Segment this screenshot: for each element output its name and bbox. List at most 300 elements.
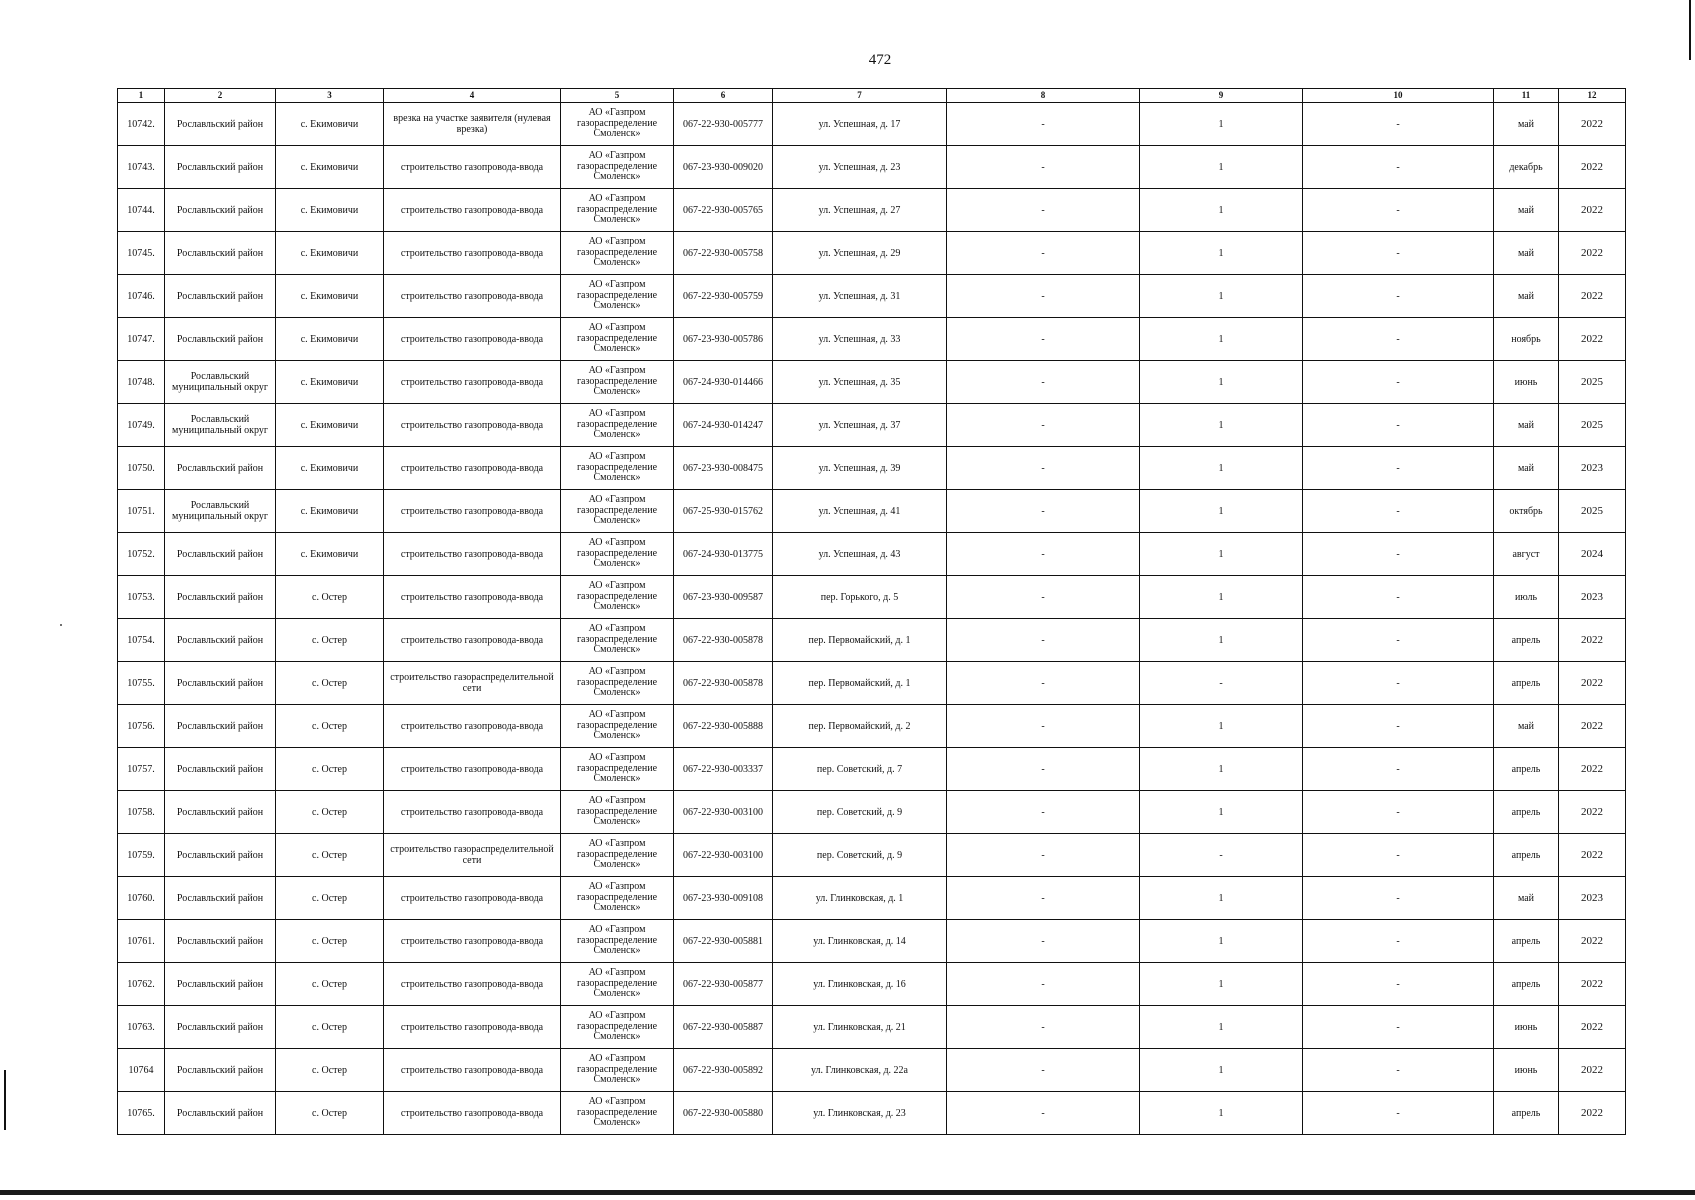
request-number-cell: 067-22-930-003100: [674, 834, 773, 877]
col-8-cell: -: [947, 189, 1140, 232]
col-10-cell: -: [1303, 834, 1494, 877]
row-number-cell: 10763.: [118, 1006, 165, 1049]
request-number-cell: 067-23-930-005786: [674, 318, 773, 361]
col-10-cell: -: [1303, 146, 1494, 189]
organization-cell: АО «Газпром газораспределение Смоленск»: [561, 490, 674, 533]
month-cell: апрель: [1494, 619, 1559, 662]
settlement-cell: с. Екимовичи: [276, 447, 384, 490]
col-10-cell: -: [1303, 619, 1494, 662]
request-number-cell: 067-22-930-005878: [674, 619, 773, 662]
request-number-cell: 067-22-930-005777: [674, 103, 773, 146]
year-cell: 2025: [1559, 404, 1626, 447]
col-9-cell: 1: [1140, 705, 1303, 748]
request-number-cell: 067-22-930-005878: [674, 662, 773, 705]
work-type-cell: строительство газопровода-ввода: [384, 705, 561, 748]
address-cell: ул. Успешная, д. 43: [773, 533, 947, 576]
col-10-cell: -: [1303, 705, 1494, 748]
work-type-cell: строительство газопровода-ввода: [384, 791, 561, 834]
row-number-cell: 10742.: [118, 103, 165, 146]
request-number-cell: 067-22-930-003337: [674, 748, 773, 791]
scan-edge-mark: [4, 1070, 6, 1130]
row-number-cell: 10755.: [118, 662, 165, 705]
table-row: [118, 834, 1626, 877]
col-9-cell: 1: [1140, 748, 1303, 791]
district-cell: Рославльский муниципальный округ: [165, 404, 276, 447]
organization-cell: АО «Газпром газораспределение Смоленск»: [561, 1092, 674, 1135]
work-type-cell: строительство газопровода-ввода: [384, 533, 561, 576]
table-row: [118, 447, 1626, 490]
month-cell: июнь: [1494, 1006, 1559, 1049]
col-9-cell: 1: [1140, 232, 1303, 275]
column-number: 2: [165, 89, 276, 103]
organization-cell: АО «Газпром газораспределение Смоленск»: [561, 404, 674, 447]
month-cell: май: [1494, 404, 1559, 447]
address-cell: ул. Успешная, д. 17: [773, 103, 947, 146]
organization-cell: АО «Газпром газораспределение Смоленск»: [561, 533, 674, 576]
address-cell: ул. Успешная, д. 23: [773, 146, 947, 189]
organization-cell: АО «Газпром газораспределение Смоленск»: [561, 705, 674, 748]
district-cell: Рославльский муниципальный округ: [165, 490, 276, 533]
col-9-cell: 1: [1140, 146, 1303, 189]
address-cell: пер. Советский, д. 7: [773, 748, 947, 791]
address-cell: ул. Глинковская, д. 22а: [773, 1049, 947, 1092]
year-cell: 2022: [1559, 275, 1626, 318]
year-cell: 2022: [1559, 834, 1626, 877]
settlement-cell: с. Остер: [276, 963, 384, 1006]
table-row: [118, 791, 1626, 834]
col-10-cell: -: [1303, 748, 1494, 791]
row-number-cell: 10759.: [118, 834, 165, 877]
year-cell: 2022: [1559, 705, 1626, 748]
district-cell: Рославльский район: [165, 920, 276, 963]
col-8-cell: -: [947, 404, 1140, 447]
row-number-cell: 10762.: [118, 963, 165, 1006]
col-10-cell: -: [1303, 189, 1494, 232]
column-number: 1: [118, 89, 165, 103]
month-cell: июнь: [1494, 361, 1559, 404]
work-type-cell: строительство газопровода-ввода: [384, 1092, 561, 1135]
district-cell: Рославльский район: [165, 963, 276, 1006]
col-8-cell: -: [947, 662, 1140, 705]
year-cell: 2022: [1559, 232, 1626, 275]
col-9-cell: 1: [1140, 1049, 1303, 1092]
col-10-cell: -: [1303, 533, 1494, 576]
row-number-cell: 10749.: [118, 404, 165, 447]
page-number: 472: [868, 52, 892, 68]
col-9-cell: 1: [1140, 318, 1303, 361]
address-cell: ул. Успешная, д. 33: [773, 318, 947, 361]
col-8-cell: -: [947, 1092, 1140, 1135]
request-number-cell: 067-22-930-005880: [674, 1092, 773, 1135]
settlement-cell: с. Екимовичи: [276, 146, 384, 189]
year-cell: 2022: [1559, 619, 1626, 662]
district-cell: Рославльский район: [165, 619, 276, 662]
month-cell: май: [1494, 232, 1559, 275]
col-9-cell: 1: [1140, 404, 1303, 447]
col-9-cell: 1: [1140, 275, 1303, 318]
table-row: [118, 275, 1626, 318]
address-cell: ул. Глинковская, д. 14: [773, 920, 947, 963]
district-cell: Рославльский район: [165, 834, 276, 877]
settlement-cell: с. Остер: [276, 619, 384, 662]
month-cell: май: [1494, 189, 1559, 232]
column-number: 8: [947, 89, 1140, 103]
table-row: [118, 576, 1626, 619]
col-8-cell: -: [947, 748, 1140, 791]
col-10-cell: -: [1303, 1006, 1494, 1049]
row-number-cell: 10751.: [118, 490, 165, 533]
col-10-cell: -: [1303, 877, 1494, 920]
year-cell: 2023: [1559, 447, 1626, 490]
district-cell: Рославльский район: [165, 189, 276, 232]
work-type-cell: строительство газопровода-ввода: [384, 447, 561, 490]
month-cell: апрель: [1494, 920, 1559, 963]
col-9-cell: 1: [1140, 1092, 1303, 1135]
column-number: 9: [1140, 89, 1303, 103]
address-cell: пер. Советский, д. 9: [773, 834, 947, 877]
work-type-cell: врезка на участке заявителя (нулевая врезка): [384, 103, 561, 146]
table-row: [118, 361, 1626, 404]
month-cell: август: [1494, 533, 1559, 576]
col-10-cell: -: [1303, 963, 1494, 1006]
month-cell: апрель: [1494, 748, 1559, 791]
district-cell: Рославльский район: [165, 1006, 276, 1049]
year-cell: 2022: [1559, 1006, 1626, 1049]
settlement-cell: с. Остер: [276, 705, 384, 748]
organization-cell: АО «Газпром газораспределение Смоленск»: [561, 361, 674, 404]
organization-cell: АО «Газпром газораспределение Смоленск»: [561, 877, 674, 920]
settlement-cell: с. Екимовичи: [276, 361, 384, 404]
settlement-cell: с. Екимовичи: [276, 318, 384, 361]
organization-cell: АО «Газпром газораспределение Смоленск»: [561, 834, 674, 877]
request-number-cell: 067-25-930-015762: [674, 490, 773, 533]
district-cell: Рославльский район: [165, 275, 276, 318]
address-cell: ул. Глинковская, д. 21: [773, 1006, 947, 1049]
column-number: 4: [384, 89, 561, 103]
request-number-cell: 067-22-930-005881: [674, 920, 773, 963]
col-9-cell: 1: [1140, 920, 1303, 963]
year-cell: 2022: [1559, 662, 1626, 705]
col-8-cell: -: [947, 576, 1140, 619]
col-8-cell: -: [947, 146, 1140, 189]
col-8-cell: -: [947, 963, 1140, 1006]
column-number-row: [118, 89, 1626, 103]
col-9-cell: 1: [1140, 877, 1303, 920]
settlement-cell: с. Остер: [276, 877, 384, 920]
col-8-cell: -: [947, 318, 1140, 361]
table-row: [118, 533, 1626, 576]
address-cell: пер. Горького, д. 5: [773, 576, 947, 619]
row-number-cell: 10761.: [118, 920, 165, 963]
col-9-cell: 1: [1140, 576, 1303, 619]
table-row: [118, 920, 1626, 963]
district-cell: Рославльский район: [165, 576, 276, 619]
district-cell: Рославльский район: [165, 748, 276, 791]
request-number-cell: 067-24-930-014466: [674, 361, 773, 404]
address-cell: пер. Советский, д. 9: [773, 791, 947, 834]
organization-cell: АО «Газпром газораспределение Смоленск»: [561, 576, 674, 619]
address-cell: ул. Глинковская, д. 16: [773, 963, 947, 1006]
district-cell: Рославльский район: [165, 662, 276, 705]
organization-cell: АО «Газпром газораспределение Смоленск»: [561, 920, 674, 963]
request-number-cell: 067-22-930-005759: [674, 275, 773, 318]
month-cell: май: [1494, 275, 1559, 318]
row-number-cell: 10743.: [118, 146, 165, 189]
column-number: 7: [773, 89, 947, 103]
year-cell: 2022: [1559, 920, 1626, 963]
col-10-cell: -: [1303, 361, 1494, 404]
col-10-cell: -: [1303, 447, 1494, 490]
work-type-cell: строительство газопровода-ввода: [384, 963, 561, 1006]
settlement-cell: с. Остер: [276, 920, 384, 963]
scan-speck: [60, 624, 62, 626]
row-number-cell: 10750.: [118, 447, 165, 490]
bottom-rule: [0, 1190, 1695, 1195]
col-8-cell: -: [947, 103, 1140, 146]
address-cell: ул. Успешная, д. 31: [773, 275, 947, 318]
district-cell: Рославльский район: [165, 103, 276, 146]
organization-cell: АО «Газпром газораспределение Смоленск»: [561, 103, 674, 146]
address-cell: ул. Успешная, д. 29: [773, 232, 947, 275]
organization-cell: АО «Газпром газораспределение Смоленск»: [561, 662, 674, 705]
col-10-cell: -: [1303, 490, 1494, 533]
request-number-cell: 067-24-930-013775: [674, 533, 773, 576]
work-type-cell: строительство газопровода-ввода: [384, 920, 561, 963]
col-8-cell: -: [947, 705, 1140, 748]
organization-cell: АО «Газпром газораспределение Смоленск»: [561, 189, 674, 232]
col-9-cell: -: [1140, 662, 1303, 705]
row-number-cell: 10756.: [118, 705, 165, 748]
table-row: [118, 705, 1626, 748]
settlement-cell: с. Екимовичи: [276, 232, 384, 275]
month-cell: май: [1494, 447, 1559, 490]
month-cell: июль: [1494, 576, 1559, 619]
row-number-cell: 10747.: [118, 318, 165, 361]
settlement-cell: с. Екимовичи: [276, 103, 384, 146]
settlement-cell: с. Остер: [276, 748, 384, 791]
row-number-cell: 10764: [118, 1049, 165, 1092]
work-type-cell: строительство газопровода-ввода: [384, 361, 561, 404]
table-row: [118, 619, 1626, 662]
organization-cell: АО «Газпром газораспределение Смоленск»: [561, 447, 674, 490]
month-cell: апрель: [1494, 662, 1559, 705]
month-cell: ноябрь: [1494, 318, 1559, 361]
col-9-cell: 1: [1140, 963, 1303, 1006]
organization-cell: АО «Газпром газораспределение Смоленск»: [561, 318, 674, 361]
request-number-cell: 067-22-930-005892: [674, 1049, 773, 1092]
month-cell: октябрь: [1494, 490, 1559, 533]
col-8-cell: -: [947, 791, 1140, 834]
organization-cell: АО «Газпром газораспределение Смоленск»: [561, 232, 674, 275]
year-cell: 2025: [1559, 490, 1626, 533]
settlement-cell: с. Екимовичи: [276, 533, 384, 576]
district-cell: Рославльский район: [165, 533, 276, 576]
col-8-cell: -: [947, 834, 1140, 877]
district-cell: Рославльский район: [165, 318, 276, 361]
request-number-cell: 067-22-930-005758: [674, 232, 773, 275]
district-cell: Рославльский район: [165, 232, 276, 275]
col-9-cell: 1: [1140, 103, 1303, 146]
column-number: 6: [674, 89, 773, 103]
row-number-cell: 10748.: [118, 361, 165, 404]
settlement-cell: с. Остер: [276, 791, 384, 834]
row-number-cell: 10760.: [118, 877, 165, 920]
request-number-cell: 067-23-930-009587: [674, 576, 773, 619]
col-10-cell: -: [1303, 662, 1494, 705]
request-number-cell: 067-23-930-009020: [674, 146, 773, 189]
work-type-cell: строительство газопровода-ввода: [384, 748, 561, 791]
col-8-cell: -: [947, 1049, 1140, 1092]
table-row: [118, 318, 1626, 361]
table-row: [118, 490, 1626, 533]
district-cell: Рославльский район: [165, 791, 276, 834]
address-cell: ул. Глинковская, д. 23: [773, 1092, 947, 1135]
year-cell: 2022: [1559, 103, 1626, 146]
address-cell: пер. Первомайский, д. 1: [773, 619, 947, 662]
register-table: [117, 88, 1626, 1135]
district-cell: Рославльский район: [165, 1049, 276, 1092]
settlement-cell: с. Екимовичи: [276, 404, 384, 447]
organization-cell: АО «Газпром газораспределение Смоленск»: [561, 619, 674, 662]
month-cell: апрель: [1494, 1092, 1559, 1135]
col-10-cell: -: [1303, 791, 1494, 834]
work-type-cell: строительство газопровода-ввода: [384, 404, 561, 447]
work-type-cell: строительство газопровода-ввода: [384, 318, 561, 361]
address-cell: пер. Первомайский, д. 2: [773, 705, 947, 748]
request-number-cell: 067-22-930-005887: [674, 1006, 773, 1049]
work-type-cell: строительство газопровода-ввода: [384, 619, 561, 662]
col-10-cell: -: [1303, 232, 1494, 275]
col-8-cell: -: [947, 920, 1140, 963]
request-number-cell: 067-22-930-005877: [674, 963, 773, 1006]
row-number-cell: 10746.: [118, 275, 165, 318]
work-type-cell: строительство газопровода-ввода: [384, 877, 561, 920]
settlement-cell: с. Остер: [276, 662, 384, 705]
column-number: 3: [276, 89, 384, 103]
address-cell: ул. Успешная, д. 35: [773, 361, 947, 404]
col-8-cell: -: [947, 619, 1140, 662]
district-cell: Рославльский муниципальный округ: [165, 361, 276, 404]
address-cell: ул. Глинковская, д. 1: [773, 877, 947, 920]
col-10-cell: -: [1303, 275, 1494, 318]
row-number-cell: 10752.: [118, 533, 165, 576]
row-number-cell: 10754.: [118, 619, 165, 662]
address-cell: пер. Первомайский, д. 1: [773, 662, 947, 705]
table-row: [118, 748, 1626, 791]
month-cell: май: [1494, 877, 1559, 920]
settlement-cell: с. Остер: [276, 576, 384, 619]
column-number: 10: [1303, 89, 1494, 103]
col-8-cell: -: [947, 361, 1140, 404]
row-number-cell: 10757.: [118, 748, 165, 791]
organization-cell: АО «Газпром газораспределение Смоленск»: [561, 1049, 674, 1092]
col-10-cell: -: [1303, 920, 1494, 963]
col-9-cell: 1: [1140, 1006, 1303, 1049]
col-8-cell: -: [947, 275, 1140, 318]
year-cell: 2025: [1559, 361, 1626, 404]
request-number-cell: 067-23-930-008475: [674, 447, 773, 490]
col-9-cell: 1: [1140, 361, 1303, 404]
settlement-cell: с. Остер: [276, 1092, 384, 1135]
month-cell: апрель: [1494, 834, 1559, 877]
year-cell: 2022: [1559, 791, 1626, 834]
column-number: 12: [1559, 89, 1626, 103]
col-10-cell: -: [1303, 404, 1494, 447]
settlement-cell: с. Остер: [276, 1006, 384, 1049]
col-8-cell: -: [947, 877, 1140, 920]
work-type-cell: строительство газопровода-ввода: [384, 189, 561, 232]
district-cell: Рославльский район: [165, 705, 276, 748]
table-row: [118, 1049, 1626, 1092]
district-cell: Рославльский район: [165, 1092, 276, 1135]
organization-cell: АО «Газпром газораспределение Смоленск»: [561, 791, 674, 834]
settlement-cell: с. Екимовичи: [276, 275, 384, 318]
organization-cell: АО «Газпром газораспределение Смоленск»: [561, 963, 674, 1006]
year-cell: 2022: [1559, 318, 1626, 361]
table-row: [118, 103, 1626, 146]
col-10-cell: -: [1303, 103, 1494, 146]
year-cell: 2023: [1559, 877, 1626, 920]
work-type-cell: строительство газопровода-ввода: [384, 232, 561, 275]
request-number-cell: 067-24-930-014247: [674, 404, 773, 447]
address-cell: ул. Успешная, д. 37: [773, 404, 947, 447]
organization-cell: АО «Газпром газораспределение Смоленск»: [561, 748, 674, 791]
address-cell: ул. Успешная, д. 27: [773, 189, 947, 232]
register-body: [118, 103, 1626, 1135]
col-9-cell: 1: [1140, 533, 1303, 576]
row-number-cell: 10744.: [118, 189, 165, 232]
organization-cell: АО «Газпром газораспределение Смоленск»: [561, 146, 674, 189]
settlement-cell: с. Остер: [276, 1049, 384, 1092]
month-cell: май: [1494, 705, 1559, 748]
work-type-cell: строительство газопровода-ввода: [384, 490, 561, 533]
col-9-cell: -: [1140, 834, 1303, 877]
year-cell: 2022: [1559, 1092, 1626, 1135]
table-row: [118, 146, 1626, 189]
row-number-cell: 10758.: [118, 791, 165, 834]
request-number-cell: 067-22-930-005765: [674, 189, 773, 232]
district-cell: Рославльский район: [165, 146, 276, 189]
col-8-cell: -: [947, 490, 1140, 533]
year-cell: 2022: [1559, 146, 1626, 189]
district-cell: Рославльский район: [165, 877, 276, 920]
table-row: [118, 877, 1626, 920]
settlement-cell: с. Остер: [276, 834, 384, 877]
month-cell: апрель: [1494, 791, 1559, 834]
col-9-cell: 1: [1140, 619, 1303, 662]
col-8-cell: -: [947, 232, 1140, 275]
col-10-cell: -: [1303, 1049, 1494, 1092]
column-number: 5: [561, 89, 674, 103]
work-type-cell: строительство газопровода-ввода: [384, 1049, 561, 1092]
table-row: [118, 1092, 1626, 1135]
year-cell: 2024: [1559, 533, 1626, 576]
month-cell: июнь: [1494, 1049, 1559, 1092]
work-type-cell: строительство газопровода-ввода: [384, 275, 561, 318]
address-cell: ул. Успешная, д. 41: [773, 490, 947, 533]
table-row: [118, 404, 1626, 447]
organization-cell: АО «Газпром газораспределение Смоленск»: [561, 275, 674, 318]
year-cell: 2022: [1559, 963, 1626, 1006]
work-type-cell: строительство газопровода-ввода: [384, 576, 561, 619]
year-cell: 2022: [1559, 748, 1626, 791]
address-cell: ул. Успешная, д. 39: [773, 447, 947, 490]
year-cell: 2022: [1559, 189, 1626, 232]
request-number-cell: 067-22-930-005888: [674, 705, 773, 748]
month-cell: апрель: [1494, 963, 1559, 1006]
col-9-cell: 1: [1140, 490, 1303, 533]
column-number: 11: [1494, 89, 1559, 103]
